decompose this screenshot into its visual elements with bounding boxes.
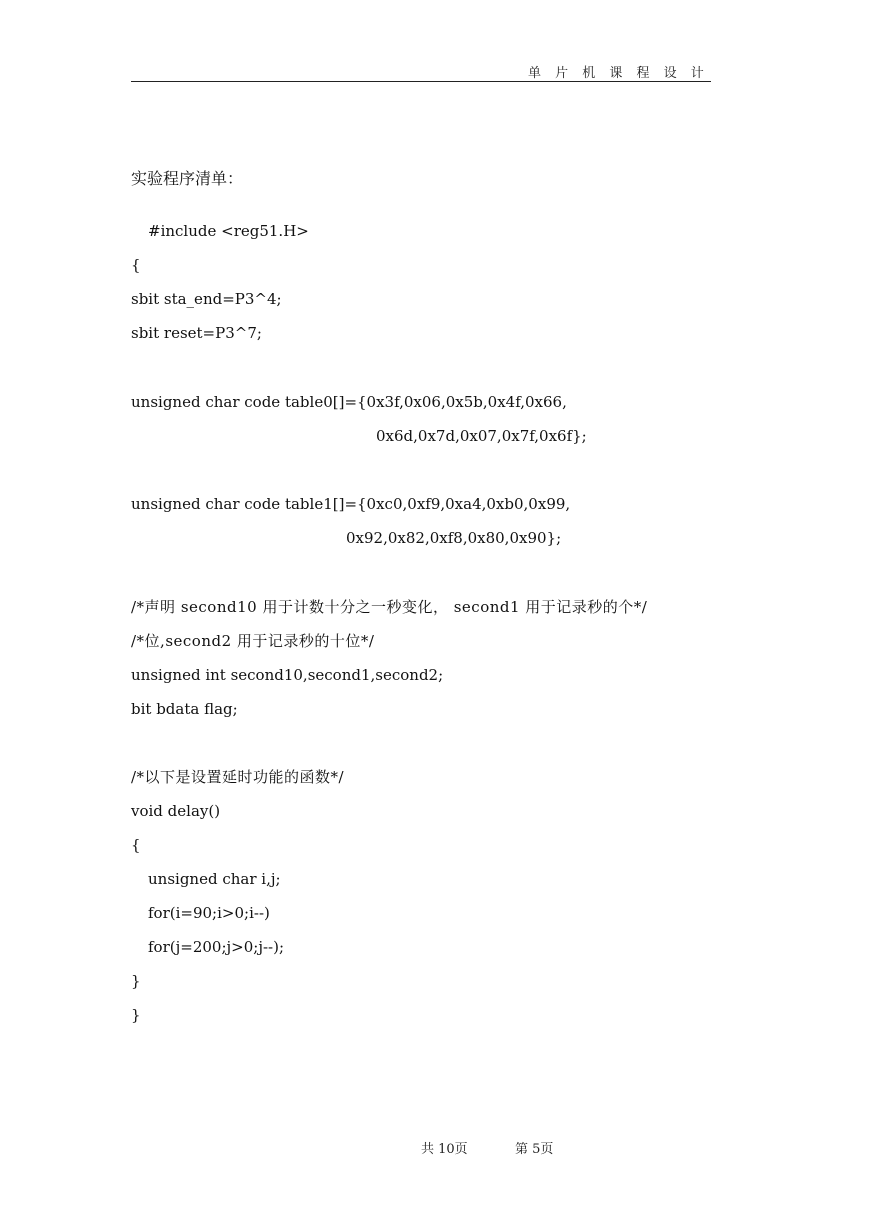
code-line-table0-2: 0x6d,0x7d,0x07,0x7f,0x6f};	[376, 427, 587, 445]
code-line-table1-2: 0x92,0x82,0xf8,0x80,0x90};	[346, 529, 562, 547]
footer-current-page: 第 5页	[515, 1142, 554, 1157]
code-line-func-signature: void delay()	[131, 802, 221, 820]
code-line-local-vars: unsigned char i,j;	[148, 870, 281, 888]
code-line-table0-1: unsigned char code table0[]={0x3f,0x06,0x5b,0x4f,0x66,	[131, 393, 567, 411]
code-line-for-outer: for(i=90;i>0;i--)	[148, 904, 270, 922]
code-line-vars-decl: unsigned int second10,second1,second2;	[131, 666, 444, 684]
code-line-for-inner: for(j=200;j>0;j--);	[148, 938, 285, 956]
code-comment-delay: /*以下是设置延时功能的函数*/	[131, 768, 345, 786]
code-line-include: #include <reg51.H>	[148, 222, 309, 240]
code-line-table1-1: unsigned char code table1[]={0xc0,0xf9,0xa4,0xb0,0x99,	[131, 495, 571, 513]
code-line-brace-close-2: }	[131, 1006, 141, 1024]
code-line-flag-decl: bit bdata flag;	[131, 700, 238, 718]
code-line-sbit-reset: sbit reset=P3^7;	[131, 324, 262, 342]
code-line-brace-open: {	[131, 256, 141, 274]
code-line-sbit-sta-end: sbit sta_end=P3^4;	[131, 290, 282, 308]
header-rule	[131, 81, 711, 82]
section-title: 实验程序清单：	[131, 169, 244, 188]
header-title: 单 片 机 课 程 设 计	[528, 66, 709, 81]
code-comment-declare-1: /*声明 second10 用于计数十分之一秒变化， second1 用于记录秒的个*/	[131, 598, 648, 616]
code-line-brace-close-1: }	[131, 972, 141, 990]
code-comment-declare-2: /*位,second2 用于记录秒的十位*/	[131, 632, 375, 650]
code-line-func-brace-open: {	[131, 836, 141, 854]
footer-total-pages: 共 10页	[421, 1142, 468, 1157]
